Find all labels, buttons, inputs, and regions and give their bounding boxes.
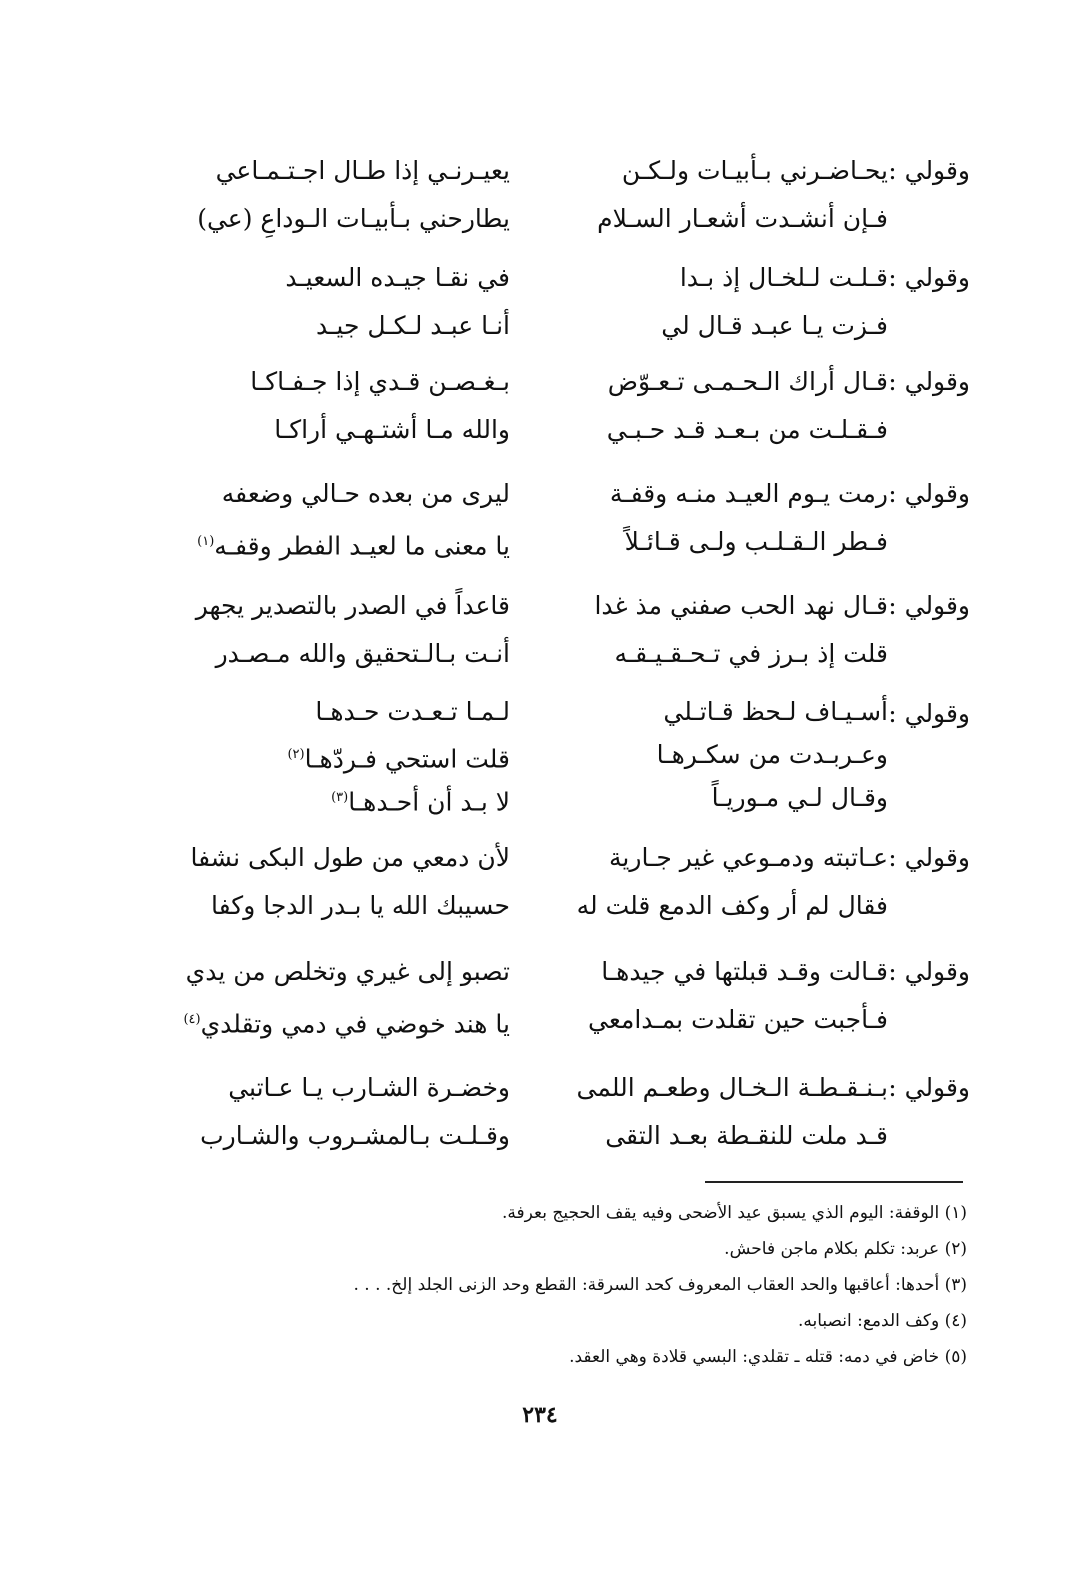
stanza-7: [170, 834, 970, 934]
verse-line: قـال نهد الحب صفني مذ غدا: [594, 591, 888, 620]
verse-line: أسـيـاف لـحظ قـاتـلي: [663, 697, 888, 726]
verse-line: في نقـا جيـده السعيـد: [285, 263, 510, 292]
verse-first-half: [568, 834, 888, 930]
verse-first-half: [568, 690, 888, 819]
verse-first-half: [568, 254, 888, 350]
verse-first-half: [568, 948, 888, 1044]
stanza-label: وقولي :: [888, 957, 970, 986]
page-number: ٢٣٤: [522, 1402, 558, 1428]
verse-line: يعيـرنـي إذا طـال اجـتـمـاعي: [215, 156, 510, 185]
footnote: (٢) عربد: تكلم بكلام ماجن فاحش.: [724, 1239, 967, 1259]
verse-line: يطارحني بـأبيـات الـوداعِ (عي): [197, 204, 510, 233]
footnote-marker: (٤): [183, 1012, 201, 1027]
footnote: (١) الوقفة: اليوم الذي يسبق عيد الأضحى وفيه يقف الحجيج بعرفة.: [502, 1203, 967, 1223]
verse-line: قـلـت لـلخـال إذ بـدا: [679, 263, 888, 292]
footnote: (٣) أحدها: أعاقبها والحد العقاب المعروف كحد السرقة: القطع وحد الزنى الجلد إلخ. . . .: [353, 1275, 967, 1295]
stanza-4: [170, 470, 970, 570]
verse-line: فـقـلـت من بـعـد قـد حـبـي: [606, 415, 888, 444]
verse-line: فـزت يـا عبـد قـال لي: [661, 311, 888, 340]
verse-first-half: [568, 1064, 888, 1160]
verse-line: [175, 996, 510, 1044]
verse-second-half: [175, 690, 510, 819]
verse-line: قاعداً في الصدر بالتصدير يجهر: [195, 591, 510, 620]
verse-second-half: [175, 147, 510, 243]
verse-second-half: [175, 948, 510, 1044]
verse-line: لـمـا تـعـدت حـدهـا: [315, 697, 510, 726]
verse-line: فقال لم أر وكف الدمع قلت له: [576, 891, 888, 920]
stanza-label: وقولي :: [888, 843, 970, 872]
verse-text: لا بـد أن أحـدهـا: [348, 787, 510, 817]
verse-line: وعـربـدت من سكـرهـا: [656, 740, 888, 769]
verse-line: أنـا عبـد لـكـل جيـد: [315, 311, 510, 340]
stanza-8: [170, 948, 970, 1048]
footnote-marker: (٣): [331, 790, 349, 805]
verse-text: يا هند خوضي في دمي وتقلدي: [200, 1009, 510, 1039]
verse-line: قـد ملت للنقـطة بعـد التقى: [605, 1121, 888, 1150]
stanza-9: [170, 1064, 970, 1164]
verse-second-half: [175, 470, 510, 566]
verse-line: والله مـا أشتـهـي أراكـا: [274, 415, 510, 444]
verse-second-half: [175, 254, 510, 350]
verse-second-half: [175, 1064, 510, 1160]
verse-second-half: [175, 834, 510, 930]
verse-line: لأن دمعي من طول البكى نشفا: [190, 843, 510, 872]
verse-line: رمت يـوم العيـد منـه وقفـة: [609, 479, 888, 508]
stanza-label: وقولي :: [888, 263, 970, 292]
stanza-2: [170, 254, 970, 354]
verse-line: [175, 518, 510, 566]
stanza-label: وقولي :: [888, 1073, 970, 1102]
verse-line: فـطر الـقـلـب ولـى قـائـلاً: [624, 527, 888, 556]
verse-line: قلت إذ بـرز في تـحـقـيـقـه: [614, 639, 888, 668]
verse-line: تصبو إلى غيري وتخلص من يدي: [185, 957, 510, 986]
stanza-5: [170, 582, 970, 682]
verse-first-half: [568, 470, 888, 566]
verse-line: [175, 776, 510, 819]
verse-line: حسيبك الله يا بـدر الدجا وكفا: [211, 891, 510, 920]
footnote: (٤) وكف الدمع: انصبابه.: [798, 1311, 967, 1331]
verse-first-half: [568, 582, 888, 678]
verse-line: وخضـرة الشـارب يـا عـاتبي: [228, 1073, 510, 1102]
stanza-3: [170, 358, 970, 458]
verse-second-half: [175, 582, 510, 678]
verse-line: فـإن أنشـدت أشعـار السـلام: [597, 204, 888, 233]
verse-first-half: [568, 358, 888, 454]
verse-line: بـغـصـن قـدي إذا جـفـاكـا: [250, 367, 510, 396]
stanza-label: وقولي :: [888, 367, 970, 396]
verse-line: بـنـقـطـة الـخـال وطعـم اللمى: [576, 1073, 888, 1102]
verse-line: يحـاضـرني بـأبيـات ولـكـن: [621, 156, 888, 185]
stanza-label: وقولي :: [888, 479, 970, 508]
verse-line: [175, 733, 510, 776]
verse-text: قلت استحي فـردّهـا: [304, 744, 510, 774]
verse-line: فـأجبت حين تقلدت بمـدامعي: [588, 1005, 888, 1034]
verse-line: ليرى من بعده حـالي وضعفه: [221, 479, 510, 508]
footnote-divider: [705, 1181, 963, 1183]
stanza-6: [170, 690, 970, 830]
verse-text: يا معنى ما لعيـد الفطر وقفـه: [214, 531, 510, 561]
verse-line: وقـال لـي مـوريـاً: [711, 783, 888, 812]
verse-line: أنـت بـالـتحقيق والله مـصـدر: [215, 639, 510, 668]
verse-line: قـال أراك الـحـمـى تـعـوّض: [607, 367, 888, 396]
stanza-label: وقولي :: [888, 156, 970, 185]
verse-line: عـاتبته ودمـوعي غير جـارية: [609, 843, 888, 872]
footnote-marker: (٢): [287, 747, 305, 762]
verse-line: وقـلـت بـالمشـروب والشـارب: [200, 1121, 510, 1150]
verse-first-half: [568, 147, 888, 243]
footnotes: [167, 1195, 967, 1375]
footnote: (٥) خاض في دمه: قتله ـ تقلدي: البسي قلادة وهي العقد.: [569, 1347, 967, 1367]
verse-line: قـالت وقـد قبلتها في جيدهـا: [601, 957, 888, 986]
stanza-label: وقولي :: [888, 699, 970, 728]
footnote-marker: (١): [197, 534, 215, 549]
verse-second-half: [175, 358, 510, 454]
stanza-1: [170, 147, 970, 247]
stanza-label: وقولي :: [888, 591, 970, 620]
